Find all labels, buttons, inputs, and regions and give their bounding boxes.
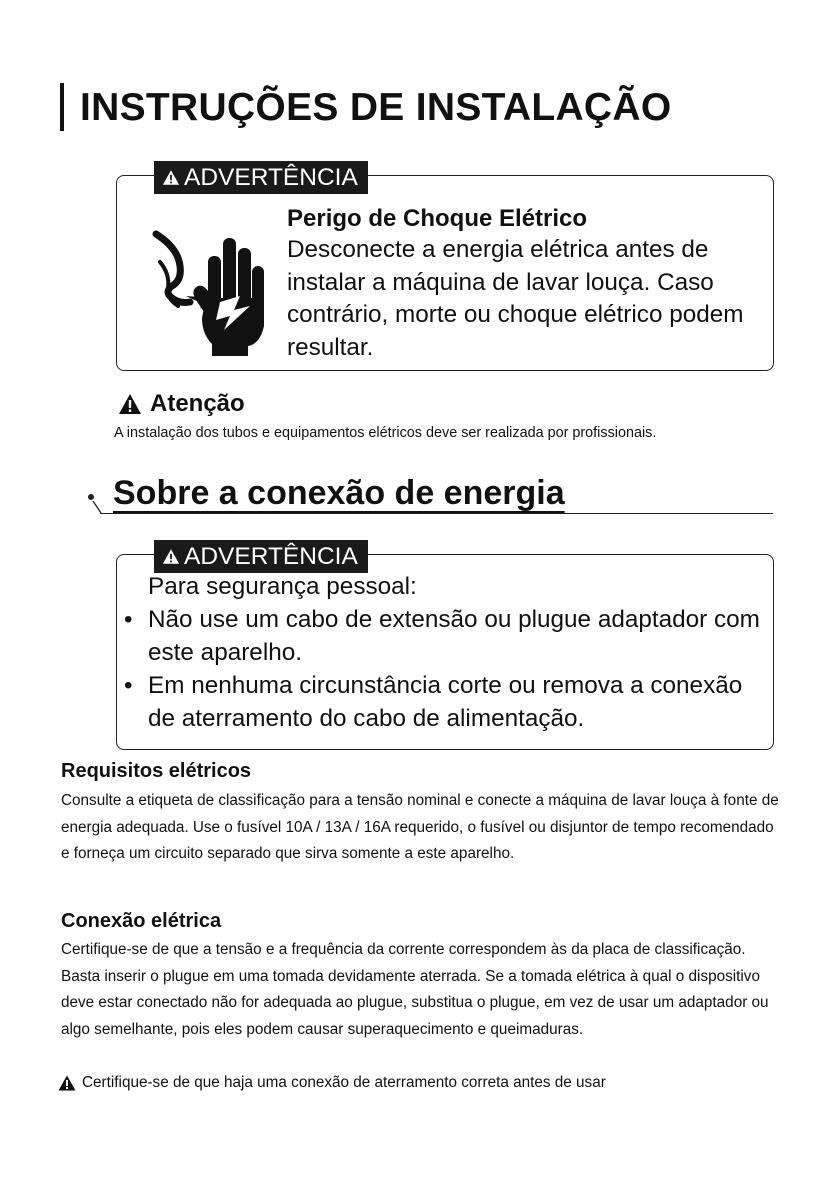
attention-heading-text: Atenção — [150, 390, 245, 417]
connection-heading: Conexão elétrica — [61, 910, 222, 932]
shock-warning-body: Desconecte a energia elétrica antes de instalar a máquina de lavar louça. Caso contrário, morte ou choque elétrico podem resultar. — [287, 236, 744, 361]
electric-shock-hand-icon — [150, 226, 268, 358]
warning-label-text: ADVERTÊNCIA — [184, 164, 358, 191]
list-item — [124, 603, 764, 669]
requirements-text: Consulte a etiqueta de classificação para a tensão nominal e conecte a máquina de lavar louça à fonte de energia adequada. Use o fusível 10A / 13A / 16A requerido, o fusível ou disjuntor de tempo recomendado e forneça um circuito separado que sirva somente a este aparelho. — [61, 792, 779, 862]
connection-text: Certifique-se de que a tensão e a frequência da corrente correspondem às da placa de classificação. Basta inserir o plugue em uma tomada devidamente aterrada. Se a tomada elétrica à qual o dispositivo deve estar conectado não for adequada ao plugue, substitua o plugue, em vez de usar um adaptador ou algo semelhante, pois eles podem causar superaquecimento e queimaduras. — [61, 941, 769, 1038]
safety-intro: Para segurança pessoal: — [148, 573, 417, 600]
bullet-icon: • — [124, 606, 133, 633]
warning-triangle-icon — [162, 169, 180, 186]
page-title: INSTRUÇÕES DE INSTALAÇÃO — [80, 86, 672, 129]
warning-triangle-icon — [118, 393, 142, 415]
attention-text: A instalação dos tubos e equipamentos elétricos deve ser realizada por profissionais. — [114, 425, 657, 441]
warning-triangle-icon — [58, 1075, 76, 1091]
requirements-heading: Requisitos elétricos — [61, 760, 252, 782]
shock-warning-heading: Perigo de Choque Elétrico — [287, 205, 588, 232]
list-item-text: Não use um cabo de extensão ou plugue adaptador com este aparelho. — [148, 606, 760, 666]
section-divider — [100, 513, 773, 514]
warning-label — [154, 161, 368, 194]
warning-label — [154, 540, 368, 573]
grounding-note — [58, 1074, 606, 1092]
grounding-note-text: Certifique-se de que haja uma conexão de aterramento correta antes de usar — [82, 1074, 606, 1091]
section-title: Sobre a conexão de energia — [113, 474, 565, 512]
list-item — [124, 669, 764, 735]
attention-heading — [118, 390, 245, 418]
safety-warning-content — [124, 570, 764, 735]
warning-label-text: ADVERTÊNCIA — [184, 543, 358, 570]
list-item-text: Em nenhuma circunstância corte ou remova a conexão de aterramento do cabo de alimentação. — [148, 672, 743, 732]
warning-triangle-icon — [162, 548, 180, 565]
bullet-icon: • — [124, 672, 133, 699]
title-accent-bar — [60, 83, 64, 131]
